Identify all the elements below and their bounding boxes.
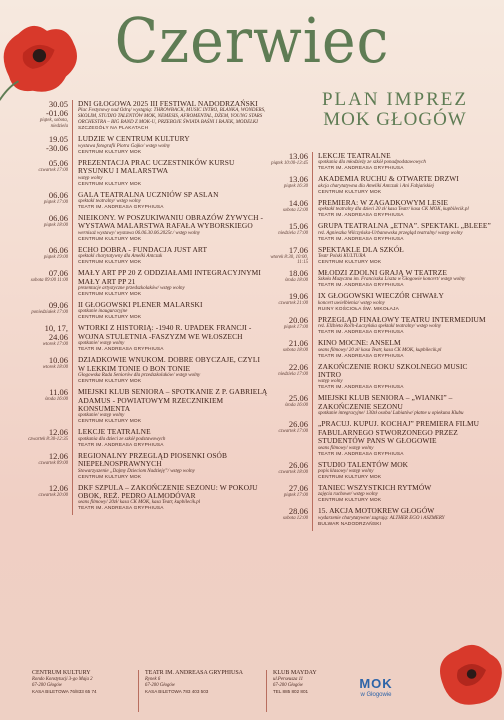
event-body [72,324,268,356]
event-day-time: piątek, sobota, niedziela [39,118,68,129]
event-date: 06.06 [48,244,68,255]
event-date: 18.06 [288,268,308,279]
event-item [268,246,492,269]
event-body [312,152,492,175]
event-date-block [268,152,312,175]
event-item [268,152,492,175]
event-description: seans filmowy/ 20 zł/ kasa Teatr, kasa CK MOK, kupbilecik.pl [318,347,442,353]
venue-address: Rynek 6 [145,677,161,682]
event-title: DKF SZPULA – ZAKOŃCZENIE SEZONU: W POKOJU OBOK, REŻ. PEDRO ALMODÓVAR [78,482,258,500]
venue-name: TEATR IM. ANDREASA GRYPHIUSA [145,670,244,676]
event-date-block [268,292,312,315]
event-venue: CENTRUM KULTURY MOK [318,260,382,266]
event-date: 19.05 -30.06 [46,134,68,154]
event-body [72,159,268,191]
venue-address: ul.Perseusza 11 [273,677,304,682]
event-venue: CENTRUM KULTURY MOK [78,149,142,155]
event-description: wystawa fotografii Piotra Gajko/ wstęp wolny [78,143,171,149]
venue-name: KLUB MAYDAY [273,670,317,676]
event-item [28,484,268,516]
subtitle-line-1: PLAN IMPREZ [321,89,468,110]
event-date: 26.06 [288,459,308,470]
event-date-block [28,191,72,214]
event-venue: CENTRUM KULTURY MOK [78,419,142,425]
event-day-time: czwartek 20:00 [38,492,68,498]
event-description: spotkanie integracyjne/ 130zł osoba/ Lubiatów/ płatne u opiekuna Klubu [318,411,464,417]
event-title: IX GŁOGOWSKI WIECZÓR CHWAŁY [318,291,444,301]
event-venue: CENTRUM KULTURY MOK [78,292,142,298]
event-description: spotkania dla dzieci ze szkół podstawowych [78,436,166,442]
event-date: 12.06 [48,482,68,493]
page-subtitle [322,90,468,130]
event-day-time: piątek 10:00-13:45 [271,161,308,166]
event-date: 21.06 [288,338,308,349]
event-body [72,388,268,428]
event-date-block [28,356,72,388]
event-day-time: sobota 18:00 [282,348,308,354]
event-item [268,507,492,530]
event-item [268,269,492,292]
event-title: PREZENTACJA PRAC UCZESTNIKÓW KURSU RYSUNKU I MALARSTWA [78,157,235,176]
event-item [28,246,268,269]
event-description: spotkanie inauguracyjne [78,309,128,315]
event-venue: CENTRUM KULTURY MOK [78,315,142,321]
event-description: Głogowska Rada Seniorów dla przedszkolaków/ wstęp wolny [78,373,201,379]
venue-phone: KASA BILETOWA 783 403 503 [145,689,209,694]
event-venue: CENTRUM KULTURY MOK [78,474,142,480]
event-date-block [268,175,312,198]
event-date-block [28,269,72,301]
event-date: 06.06 [48,213,68,224]
event-description: spektakl teatralny dla dzieci 20 zł/ kasa Teatr/ kasa CK MOK, kupbilecik.pl [318,207,469,213]
event-item [268,339,492,362]
event-description: zajęcia ruchowe/ wstęp wolny [318,492,378,498]
event-description: spotkania dla młodzieży ze szkół ponadpodstawowych [318,160,426,166]
event-description: spektakl charytatywny dla Amelki Antczak [78,254,163,260]
event-day-time: piątek 17:00 [283,492,308,498]
event-description: spotkanie/ wstęp wolny [78,341,125,347]
event-title: MŁODZI ZDOLNI GRAJĄ W TEATRZE [318,268,447,278]
event-date-block [268,199,312,222]
event-date-block [28,484,72,516]
event-day-time: czwartek 21:00 [278,301,308,307]
event-date-block [28,159,72,191]
event-body [72,301,268,324]
event-item [28,269,268,301]
event-date-block [268,246,312,269]
event-body [72,269,268,301]
event-venue: TEATR IM. ANDREASA GRYPHIUSA [78,442,164,448]
event-item [268,199,492,222]
event-date-block [28,388,72,428]
event-venue: CENTRUM KULTURY MOK [318,474,382,480]
event-description: akcja charytatywna dla Ameliki Antczak i Ani Fabjańskiej [318,183,434,189]
event-description: spotkanie/ wstęp wolny [78,413,125,419]
event-item [268,420,492,460]
event-day-time: niedziela 17:00 [278,371,308,377]
event-title: TANIEC WSZYSTKICH RYTMÓW [318,482,432,492]
right-event-column [268,152,492,531]
event-date-block [268,363,312,395]
event-date: 12.06 [48,450,68,461]
event-body [312,394,492,420]
event-venue: TEATR IM. ANDREASA GRYPHIUSA [318,451,404,457]
event-description: seans filmowy/ 20zł/ kasa CK MOK, kasa Teatr, kupbilecik.pl [78,500,201,506]
event-body [312,246,492,269]
event-date: 13.06 [288,174,308,185]
event-body [312,269,492,292]
event-date-block [28,301,72,324]
event-day-time: piątek 17:00 [43,199,68,205]
event-venue: SZCZEGÓŁY NA PLAKATACH [78,126,149,132]
event-day-time: czwartek 18:00 [278,469,308,475]
event-venue: CENTRUM KULTURY MOK [318,498,382,504]
event-title: MIEJSKI KLUB SENIORA – „WIANKI” – ZAKOŃCZENIE SEZONU [318,393,453,411]
event-day-time: piątek 19:00 [43,254,68,260]
event-body [72,484,268,516]
venue-address: Rondo Konstytucji 3-go Maja 2 [32,677,93,682]
event-date-block [28,428,72,451]
event-description: Plac Festynowy nad Odrą/ wystąpią: THROWBACK, MUSIC INTRO, BLANKA, WONDERS, SKOLIM, STUDIO TALENTÓW MOK, NEMESIS, AFROMENTAL, DŻEM, YOUNG STARS ORCHESTRA – BIG BAND Z MOK-U, PRZEBOJE ŚWIATA BAŚNI I BAJEK, MODELKI [78,108,266,126]
event-item [28,214,268,246]
event-body [312,363,492,395]
mok-logo [346,676,406,698]
logo-subtext: w Głogowie [360,692,392,698]
event-title: 15. AKCJA MOTOKREW GŁOGÓW [318,506,435,516]
event-title: „PRACUJ. KUPUJ. KOCHAJ” PREMIERA FILMU FABULARNEGO STWORZONEGO PRZEZ STUDENTÓW PANS W GŁOGOWIE [318,419,480,446]
event-day-time: czwartek 17:00 [38,167,68,173]
event-venue: TEATR IM. ANDREASA GRYPHIUSA [78,506,164,512]
event-title: NIEIKONY. W POSZUKIWANIU OBRAZÓW ŻYWYCH - WYSTAWA MALARSTWA RAFAŁA WYBORSKIEGO [78,213,264,231]
event-date: 10, 17, 24.06 [44,323,68,343]
event-date-block [28,246,72,269]
event-body [72,428,268,451]
event-description: seans filmowy/ wstęp wolny [318,445,374,451]
event-day-time: czwartek 17:00 [278,429,308,435]
event-date: 05.06 [48,157,68,168]
event-day-time: poniedziałek 17:00 [31,310,68,316]
event-date-block [28,214,72,246]
event-item [28,191,268,214]
event-venue: TEATR IM. ANDREASA GRYPHIUSA [78,205,164,211]
event-venue: CENTRUM KULTURY MOK [78,181,142,187]
event-item [28,324,268,356]
event-title: ECHO DOBRA - FUNDACJA JUST ART [78,244,208,254]
event-date: 14.06 [288,197,308,208]
event-title: PRZEGLĄD FINAŁOWY TEATRU INTERMEDIUM [318,314,486,324]
event-description: popis klasowy/ wstęp wolny [318,468,374,474]
event-title: GRUPA TEATRALNA „ETNA”. SPEKTAKL „BLEEE” [318,221,491,231]
event-day-time: wtorek 18:00 [42,365,68,371]
event-day-time: wtorek 8:30, 10:00, 11:15 [270,254,308,266]
event-date-block [268,316,312,339]
event-body [312,175,492,198]
event-item [28,356,268,388]
event-title: GALA TEATRALNA UCZNIÓW SP ASLAN [78,189,219,199]
event-body [312,461,492,484]
event-title: II GŁOGOWSKI PLENER MALARSKI [78,300,203,310]
event-title: REGIONALNY PRZEGLĄD PIOSENKI OSÓB NIEPEŁNOSPRAWNYCH [78,450,227,469]
subtitle-line-2: MOK GŁOGÓW [323,109,467,130]
event-venue: TEATR IM. ANDREASA GRYPHIUSA [318,330,404,336]
event-date: 19.06 [288,291,308,302]
event-date: 09.06 [48,300,68,311]
event-title: DZIADKOWIE WNUKOM. DOBRE OBYCZAJE, CZYLI W LEKKIM TONIE O BON TONIE [78,355,261,373]
event-item [28,301,268,324]
event-description: prezentacje artystyczne przedszkolaków/ wstęp wolny [78,286,185,292]
event-date-block [268,420,312,460]
event-date: 26.06 [288,419,308,430]
event-title: MAŁY ART PP 20 Z ODDZIAŁAMI INTEGRACYJNYMI MAŁY ART PP 21 [78,268,261,286]
event-body [72,246,268,269]
event-venue: TEATR IM. ANDREASA GRYPHIUSA [318,283,404,289]
event-item [268,222,492,245]
event-date: 30.05 -01.06 [46,99,68,118]
event-day-time: wtorek 17:00 [42,342,68,348]
venue-city: 67-200 Głogów [32,683,62,688]
event-title: MIEJSKI KLUB SENIORA – SPOTKANIE Z P. GABRIELĄ ADAMUS - POWIATOWYM RZECZNIKIEM KONSUMENTA [78,387,268,413]
event-venue: TEATR IM. ANDREASA GRYPHIUSA [78,347,164,353]
event-day-time: niedziela 17:00 [278,231,308,237]
event-day-time: środa 16:00 [44,397,68,403]
event-body [72,214,268,246]
event-body [312,420,492,460]
event-venue: RUINY KOŚCIOŁA ŚW. MIKOŁAJA [318,306,400,312]
event-description: spektakl teatralny/ wstęp wolny [78,199,141,205]
venue-name: CENTRUM KULTURY [32,670,91,676]
left-event-column [28,100,268,515]
event-description: wydarzenie charytatywne/ zagrają: ALTHER EGO i ASZMERY [318,515,445,521]
event-title: LUDZIE W CENTRUM KULTURY [78,134,190,144]
event-title: LEKCJE TEATRALNE [78,427,151,437]
event-date: 20.06 [288,314,308,325]
event-date: 25.06 [288,393,308,404]
venue-phone: KASA BILETOWA 76/833 65 74 [32,689,97,694]
venue-info-teatr [138,670,266,712]
event-item [268,316,492,339]
event-title: WTORKI Z HISTORIĄ: -1940 R. UPADEK FRANCJI -WOJNA STULETNIA -FASZYZM WE WŁOSZECH [78,323,252,341]
event-date-block [268,507,312,530]
event-title: STUDIO TALENTÓW MOK [318,459,409,469]
event-date-block [268,339,312,362]
event-body [312,339,492,362]
venue-info-centrum [26,670,138,712]
page-title: Czerwiec [114,4,390,77]
event-item [28,100,268,135]
event-title: PREMIERA: W ZAGADKOWYM LESIE [318,197,449,207]
event-title: KINO MOCNE: ANSELM [318,338,401,348]
event-day-time: czwartek 8:30-12:35 [28,437,68,443]
venue-phone: TEL 885 802 801 [273,689,309,694]
event-day-time: piątek 17:00 [283,324,308,330]
event-description: wstęp wolny [318,379,343,385]
event-date-block [28,135,72,158]
event-item [28,452,268,484]
event-date: 11.06 [49,387,68,398]
event-item [268,292,492,315]
event-day-time: sobota 09:00 11:00 [30,278,68,284]
event-venue: CENTRUM KULTURY MOK [78,236,142,242]
event-venue: CENTRUM KULTURY MOK [318,189,382,195]
event-date-block [268,484,312,507]
event-venue: TEATR IM. ANDREASA GRYPHIUSA [318,385,404,391]
event-day-time: środa 16:00 [284,403,308,409]
event-item [268,363,492,395]
event-body [312,222,492,245]
event-date-block [28,324,72,356]
event-item [268,484,492,507]
event-date: 06.06 [48,189,68,200]
event-day-time: piątek 16:30 [283,184,308,190]
event-title: SPEKTAKLE DLA SZKÓŁ [318,244,404,254]
venue-info-mayday [266,670,346,712]
event-date: 22.06 [288,361,308,372]
event-description: wstęp wolny [78,175,103,181]
event-date: 12.06 [48,427,68,438]
venue-city: 67-200 Głogów [145,683,175,688]
event-date: 15.06 [288,221,308,232]
event-body [72,452,268,484]
event-body [72,100,268,135]
event-date: 07.06 [48,268,68,279]
event-venue: BULWAR NADODRZAŃSKI [318,521,382,527]
event-body [72,191,268,214]
event-description: Szkoła Muzyczna im. Franciszka Liszta w Głogowie koncert/ wstęp wolny [318,277,466,283]
event-venue: TEATR IM. ANDREASA GRYPHIUSA [318,353,404,359]
logo-text: MOK [359,676,393,691]
event-item [268,175,492,198]
event-item [28,388,268,428]
event-day-time: piątek 18:00 [43,223,68,229]
venue-city: 67-200 Głogów [273,683,303,688]
event-date-block [28,452,72,484]
event-description: reż. Agnieszka Wilczyńska-Urbanowska przegląd teatralny/ wstęp wolny [318,230,463,236]
event-item [28,159,268,191]
event-day-time: środa 18:00 [284,278,308,284]
event-item [28,135,268,158]
event-day-time: sobota 12:00 [282,516,308,522]
event-body [72,356,268,388]
event-venue: TEATR IM. ANDREASA GRYPHIUSA [318,166,404,172]
event-item [268,394,492,420]
event-title: AKADEMIA RUCHU & OTWARTE DRZWI [318,174,459,184]
event-date-block [268,461,312,484]
event-description: reż. Elżbieta Roch-Łaczyńska spektakl teatralny/ wstęp wolny [318,324,441,330]
event-item [28,428,268,451]
event-venue: TEATR IM. ANDREASA GRYPHIUSA [318,213,404,219]
event-date-block [268,269,312,292]
event-date: 28.06 [288,506,308,517]
event-item [268,461,492,484]
event-venue: CENTRUM KULTURY MOK [78,260,142,266]
event-date: 17.06 [288,244,308,255]
event-body [312,507,492,530]
event-title: LEKCJE TEATRALNE [318,151,391,160]
event-date: 13.06 [288,151,308,161]
event-date-block [28,100,72,135]
poppy-flower-icon [430,634,504,714]
event-body [312,199,492,222]
event-description: Stowarzyszenie „Dajmy Dzieciom Nadzieję”/ wstęp wolny [78,468,195,474]
event-venue: CENTRUM KULTURY MOK [78,379,142,385]
event-description: koncert uwielbienia/ wstęp wolny [318,300,385,306]
event-body [312,316,492,339]
event-venue: TEATR IM. ANDREASA GRYPHIUSA [318,236,404,242]
event-day-time: sobota 12:00 [282,207,308,213]
event-date-block [268,222,312,245]
event-body [312,292,492,315]
event-description: Teatr Polski KULTURA [318,254,366,260]
event-title: ZAKOŃCZENIE ROKU SZKOLNEGO MUSIC INTRO [318,361,468,380]
event-title: DNI GŁOGOWA 2025 III FESTIWAL NADODRZAŃSKI [78,99,258,108]
event-body [72,135,268,158]
event-day-time: czwartek 09:00 [38,460,68,466]
event-date: 27.06 [288,482,308,493]
event-description: wernisaż wystawy/ wystawa 06.06.30.06.2025r./ wstęp wolny [78,230,200,236]
event-date: 10.06 [48,355,68,366]
event-body [312,484,492,507]
event-date-block [268,394,312,420]
